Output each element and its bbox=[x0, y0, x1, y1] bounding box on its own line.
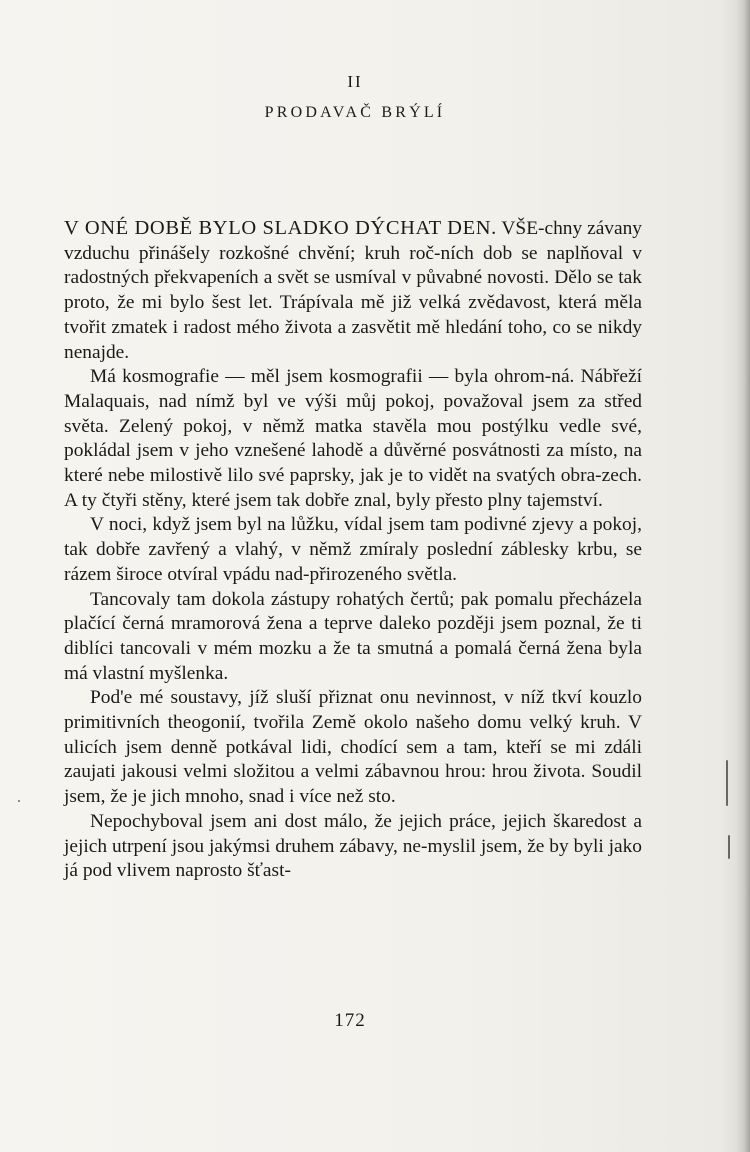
margin-speck bbox=[728, 835, 730, 859]
chapter-number: II bbox=[347, 72, 363, 91]
paragraph-4: Tancovaly tam dokola zástupy rohatých čertů; pak pomalu přecházela plačící černá mramorová žena a teprve daleko později jsem poznal, že ti diblíci tancovali v mém mozku a že ta smutná a pomalá černá žena byla má vlastní myšlenka. bbox=[64, 588, 642, 684]
paragraph-1-rest: VŠE-chny závany vzduchu přinášely rozkošné chvění; kruh roč-ních dob se naplňoval v radostných překvapeních a svět se usmíval v půvabné novosti. Dělo se tak proto, že mi bylo šest let. Trápívala mě již velká zvědavost, která měla tvořit zmatek i radost mého života a zasvětit mě hledání toho, co se nikdy nenajde. bbox=[64, 218, 642, 363]
paragraph-5: Pod'e mé soustavy, jíž sluší přiznat onu nevinnost, v níž tkví kouzlo primitivních theogonií, tvořila Země okolo našeho domu velký kruh. V ulicích jsem denně potkával lidi, chodící sem a tam, kteří se mi zdáli zaujati jakousi velmi složitou a velmi zábavnou hrou: hrou života. Soudil jsem, že je jich mnoho, snad i více než sto. bbox=[64, 687, 642, 808]
body-text bbox=[64, 216, 642, 884]
page-number: 172 bbox=[334, 1010, 366, 1031]
paragraph-3: V noci, když jsem byl na lůžku, vídal jsem tam podivné zjevy a pokoj, tak dobře zavřený a vlahý, v němž zmíraly poslední záblesky krbu, se rázem široce otvíral vpádu nad-přirozeného světla. bbox=[64, 514, 642, 585]
chapter-title: PRODAVAČ BRÝLÍ bbox=[264, 104, 446, 121]
opening-caps: V ONÉ DOBĚ BYLO SLADKO DÝCHAT DEN. bbox=[64, 217, 497, 239]
paragraph-6: Nepochyboval jsem ani dost málo, že jejich práce, jejich škaredost a jejich utrpení jsou jakýmsi druhem zábavy, ne-myslil jsem, že by byli jako já pod vlivem naprosto šťast- bbox=[64, 810, 642, 882]
margin-speck bbox=[726, 760, 728, 806]
page-edge-shadow bbox=[736, 0, 750, 1152]
paragraph-1 bbox=[64, 216, 642, 365]
paragraph-2: Má kosmografie — měl jsem kosmografii — byla ohrom-ná. Nábřeží Malaquais, nad nímž byl ve výši můj pokoj, považoval jsem za střed světa. Zelený pokoj, v němž matka stavěla mou postýlku vedle své, pokládal jsem v jeho vznešené lahodě a důvěrné posvátnosti za místo, na které nebe milostivě lilo své paprsky, jak je to vidět na svatých obra-zech. A ty čtyři stěny, které jsem tak dobře znal, byly přesto plny tajemství. bbox=[64, 366, 642, 511]
margin-speck bbox=[18, 800, 20, 802]
